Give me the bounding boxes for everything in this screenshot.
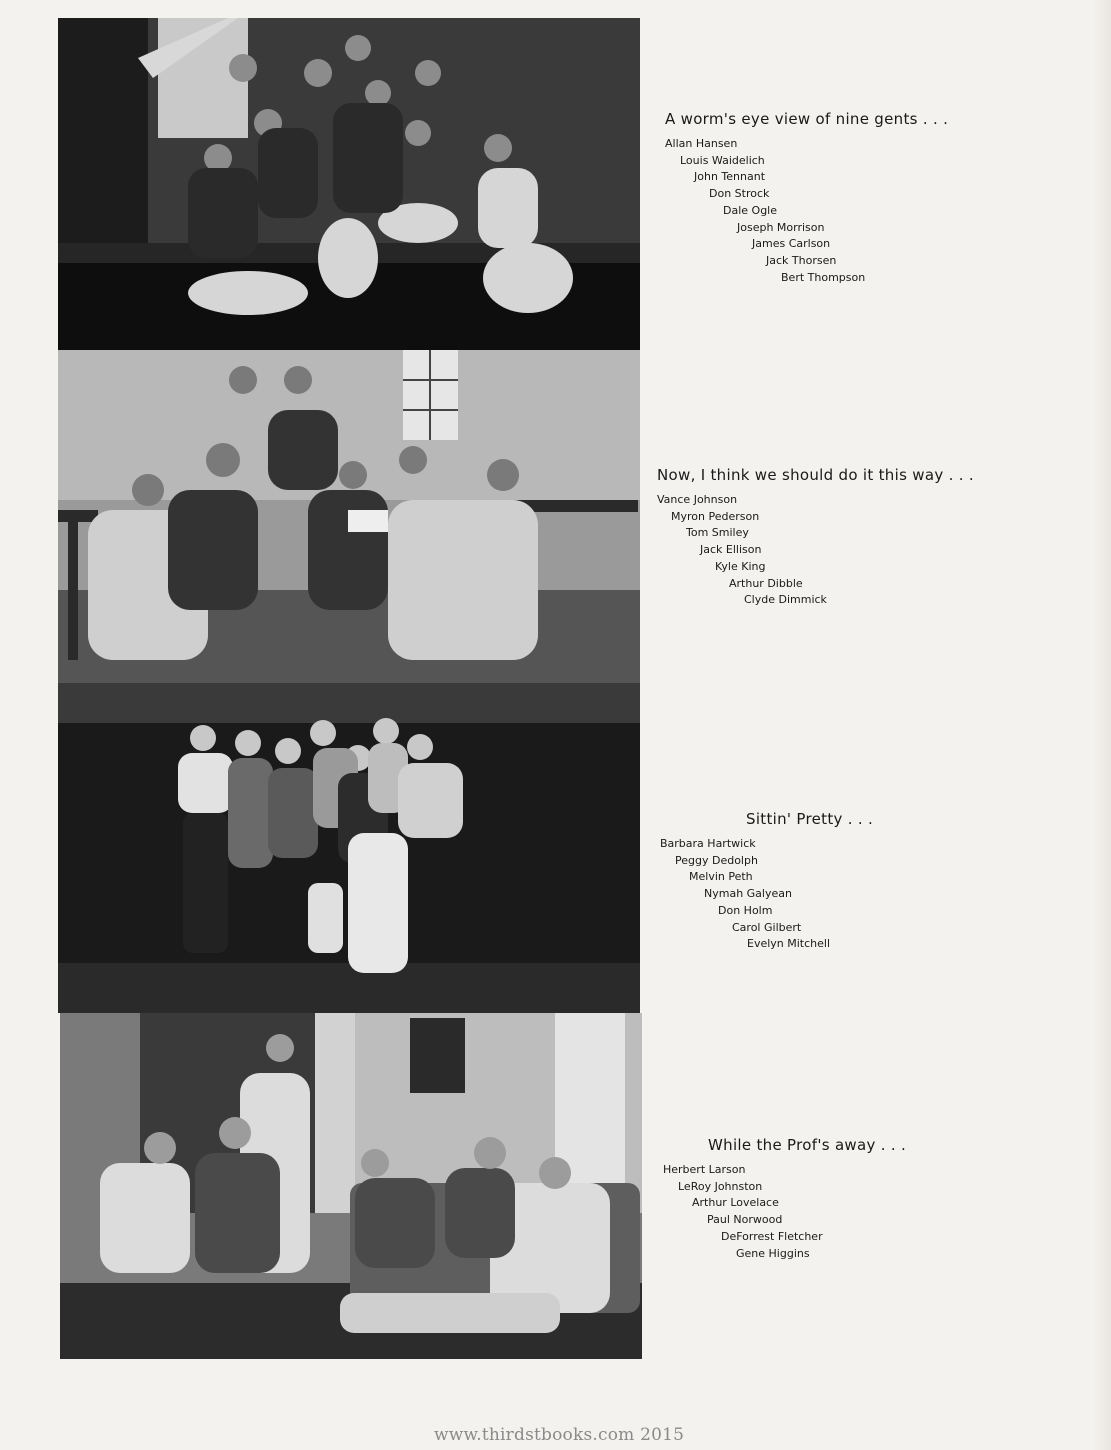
photo-nine-gents	[58, 18, 640, 350]
photo-sittin-pretty-image	[58, 683, 640, 1013]
watermark: www.thirdstbooks.com 2015	[434, 1425, 685, 1445]
name-item: Joseph Morrison	[737, 220, 825, 234]
name-item: Nymah Galyean	[704, 887, 792, 901]
name-item: Jack Ellison	[700, 543, 762, 557]
name-list	[665, 136, 948, 286]
name-list	[663, 1162, 906, 1262]
caption-sittin-pretty	[660, 810, 873, 953]
name-list	[660, 836, 873, 953]
photo-profs-away-image	[60, 1013, 642, 1359]
photo-sittin-pretty	[58, 683, 640, 1013]
name-item: Myron Pederson	[671, 509, 760, 523]
name-item: LeRoy Johnston	[678, 1179, 763, 1193]
caption-title: A worm's eye view of nine gents . . .	[665, 110, 949, 128]
name-item: Louis Waidelich	[680, 153, 765, 167]
name-item: John Tennant	[694, 170, 766, 184]
name-item: Dale Ogle	[723, 203, 777, 217]
name-item: Jack Thorsen	[766, 253, 837, 267]
name-item: Melvin Peth	[689, 870, 753, 884]
caption-title: While the Prof's away . . .	[708, 1136, 907, 1154]
name-item: Tom Smiley	[686, 526, 749, 540]
photo-meeting-image	[58, 350, 640, 683]
name-item: Kyle King	[715, 559, 766, 573]
photo-nine-gents-image	[58, 18, 640, 350]
name-item: Don Holm	[718, 903, 773, 917]
caption-meeting	[657, 466, 974, 609]
name-list	[657, 492, 974, 609]
caption-title: Sittin' Pretty . . .	[746, 810, 874, 828]
name-item: Gene Higgins	[736, 1246, 810, 1260]
name-item: Paul Norwood	[707, 1213, 783, 1227]
photo-meeting	[58, 350, 640, 683]
name-item: Allan Hansen	[665, 137, 738, 150]
name-item: Peggy Dedolph	[675, 853, 758, 867]
page-edge	[1093, 0, 1111, 1450]
caption-profs-away	[663, 1136, 906, 1262]
name-item: Bert Thompson	[781, 270, 866, 284]
name-item: Carol Gilbert	[732, 920, 802, 934]
photo-profs-away	[60, 1013, 642, 1359]
name-item: Don Strock	[709, 187, 770, 201]
name-item: Arthur Lovelace	[692, 1196, 779, 1210]
name-item: Evelyn Mitchell	[747, 937, 831, 951]
name-item: Arthur Dibble	[729, 576, 803, 590]
name-item: James Carlson	[752, 237, 831, 251]
caption-title: Now, I think we should do it this way . . .	[657, 466, 974, 484]
name-item: Clyde Dimmick	[744, 593, 827, 607]
caption-nine-gents	[665, 110, 948, 286]
name-item: Vance Johnson	[657, 493, 738, 506]
name-item: DeForrest Fletcher	[721, 1229, 823, 1243]
name-item: Herbert Larson	[663, 1163, 746, 1176]
name-item: Barbara Hartwick	[660, 837, 756, 850]
